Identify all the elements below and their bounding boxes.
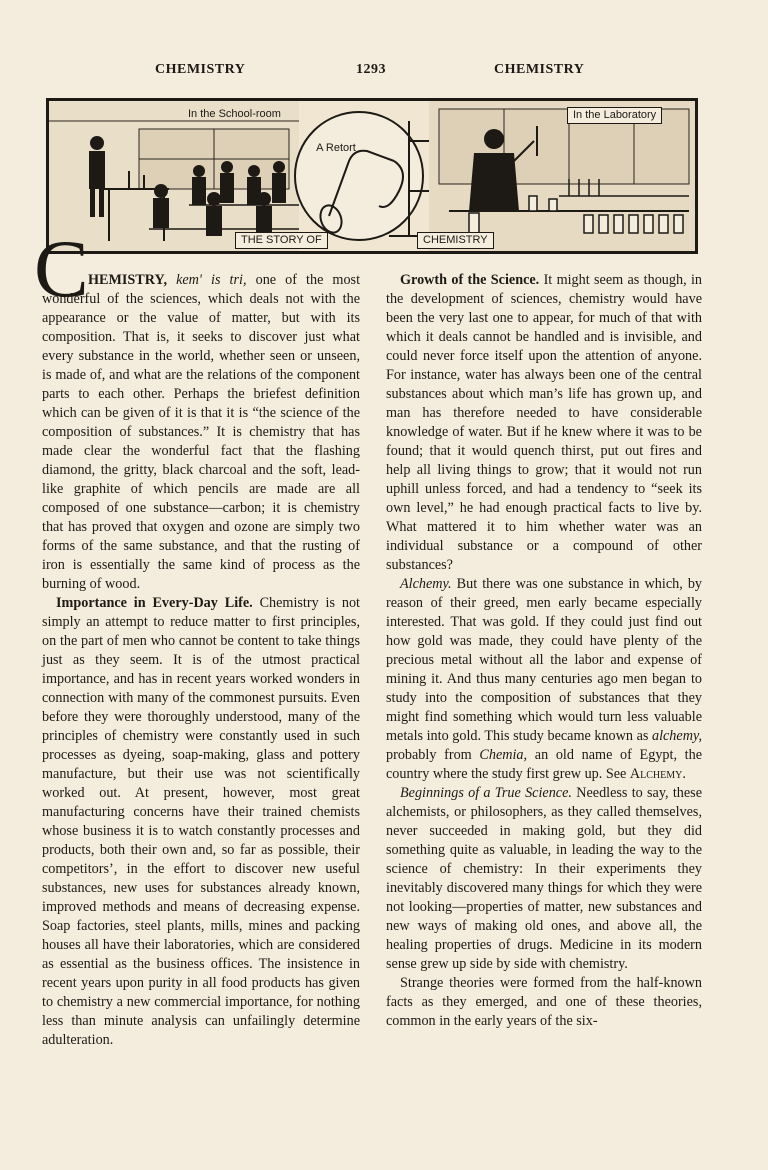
alchemy-chemia: Chemia, [479,747,528,763]
header-right-title: CHEMISTRY [494,62,585,77]
caption-laboratory: In the Laboratory [567,107,662,124]
importance-heading: Importance in Every-Day Life. [56,595,253,611]
intro-word: HEMISTRY, [88,272,167,288]
strange-theories-paragraph [386,974,702,1031]
importance-text: Chemistry is not simply an attempt to reduce matter to first principles, on the part of men who cannot be content to take things just as they seem. It is of the utmost practical importance, and has in recent years worked wonders in connection with many of the commonest pursuits. Even before they were thoroughly understood, many of the principles of chemistry were constantly used in such processes as dyeing, soap-making, glass and pottery manufacture, but their use was not scientifically worked out. At present, however, most great manufacturing concerns have their trained chemists whose business it is to watch constantly processes and products, both their own and, so far as possible, their competitors’, in the effort to discover new useful substances, new uses for substances already known, improved methods and means of decreasing expense. Soap factories, steel plants, mills, mines and packing houses all have their laboratories, which are considered as essential as the business offices. The insistence in recent years upon purity in all food products has given to chemistry a new commercial importance, for nothing less than minute analysis can unfailingly determine adulteration. [42,595,360,1048]
header-left-title: CHEMISTRY [155,62,246,77]
alchemy-text-2: probably from [386,747,472,763]
right-column [386,271,702,1031]
importance-paragraph [42,594,360,1050]
left-column [42,271,360,1050]
alchemy-heading: Alchemy. [400,576,452,592]
alchemy-paragraph [386,575,702,784]
pronunciation: kem' is tri, [176,272,247,288]
alchemy-term: alchemy, [651,728,702,744]
running-header [0,62,768,82]
caption-school-room: In the School-room [188,108,281,120]
caption-story-of: THE STORY OF [235,232,328,249]
intro-text: one of the most wonderful of the sciences, which deals not with the appearance or the value of matter, but with its composition. That is, it seeks to discover just what every substance in the world, whether seen or unseen, is made of, and what are the relations of the component parts to each other. Perhaps the briefest definition which can be given of it is that it is “the science of the composition of substances.” It is chemistry that has made clear the wonderful fact that the flashing diamond, the gritty, black charcoal and the soft, lead-like graphite of which pencils are made are all composed of one substance—carbon; it is chemistry that has proved that oxygen and ozone are simply two forms of the same substance, and that the rusting of iron is essentially the same kind of process as the burning of wood. [42,272,361,592]
alchemy-text-3: an old name of Egypt, the country where the study first grew up. See [386,747,703,782]
growth-heading: Growth of the Science. [400,272,540,288]
intro-paragraph [42,271,360,594]
illustration-banner [46,98,698,254]
strange-text: Strange theories were formed from the half-known facts as they emerged, and one of these theories, common in the early years of the six- [386,975,702,1029]
alchemy-text-1: But there was one substance in which, by reason of their greed, men early became especially interested. That was gold. If they could just find out how gold was made, they could have plenty of the precious metal without all the labor and expense of mining it. And thus many centuries ago men began to study into the composition of substances that they might find something which would turn less valuable metals into gold. This study became known as [386,576,703,744]
caption-retort: A Retort [316,142,356,154]
growth-paragraph [386,271,702,575]
beginnings-paragraph [386,784,702,974]
drop-cap: C [34,223,89,314]
alchemy-cross-reference: Alchemy. [629,766,686,782]
caption-chemistry: CHEMISTRY [417,232,494,249]
beginnings-text: Needless to say, these alchemists, or philosophers, as they called themselves, never succeeded in making gold, but they did something quite as valuable, in leading the way to the science of chemistry: In their experiments they inevitably discovered many things for which they were not looking—properties of matter, new substances and new ways of making old ones, and above all, the healing properties of drugs. Medicine in its modern sense grew up side by side with chemistry. [386,785,702,972]
page-number: 1293 [356,62,386,77]
growth-text: It might seem as though, in the development of sciences, chemistry would have been the very last one to appear, for much of that with which it deals cannot be handled and is invisible, and could never force itself upon the attention of anyone. For instance, water has always been one of the central substances about which man’s life has grown up, and man has therefore needed to have considerable knowledge of water. But if he knew where it was to be found; that it would quench thirst, put out fires and help all living things to grow; that it would not run uphill unless forced, and had a tendency to “seek its own level,” he had enough practical facts to live by. What mattered it to him whether water was an individual substance or a compound of other substances? [386,272,702,573]
beginnings-heading: Beginnings of a True Science. [400,785,572,801]
